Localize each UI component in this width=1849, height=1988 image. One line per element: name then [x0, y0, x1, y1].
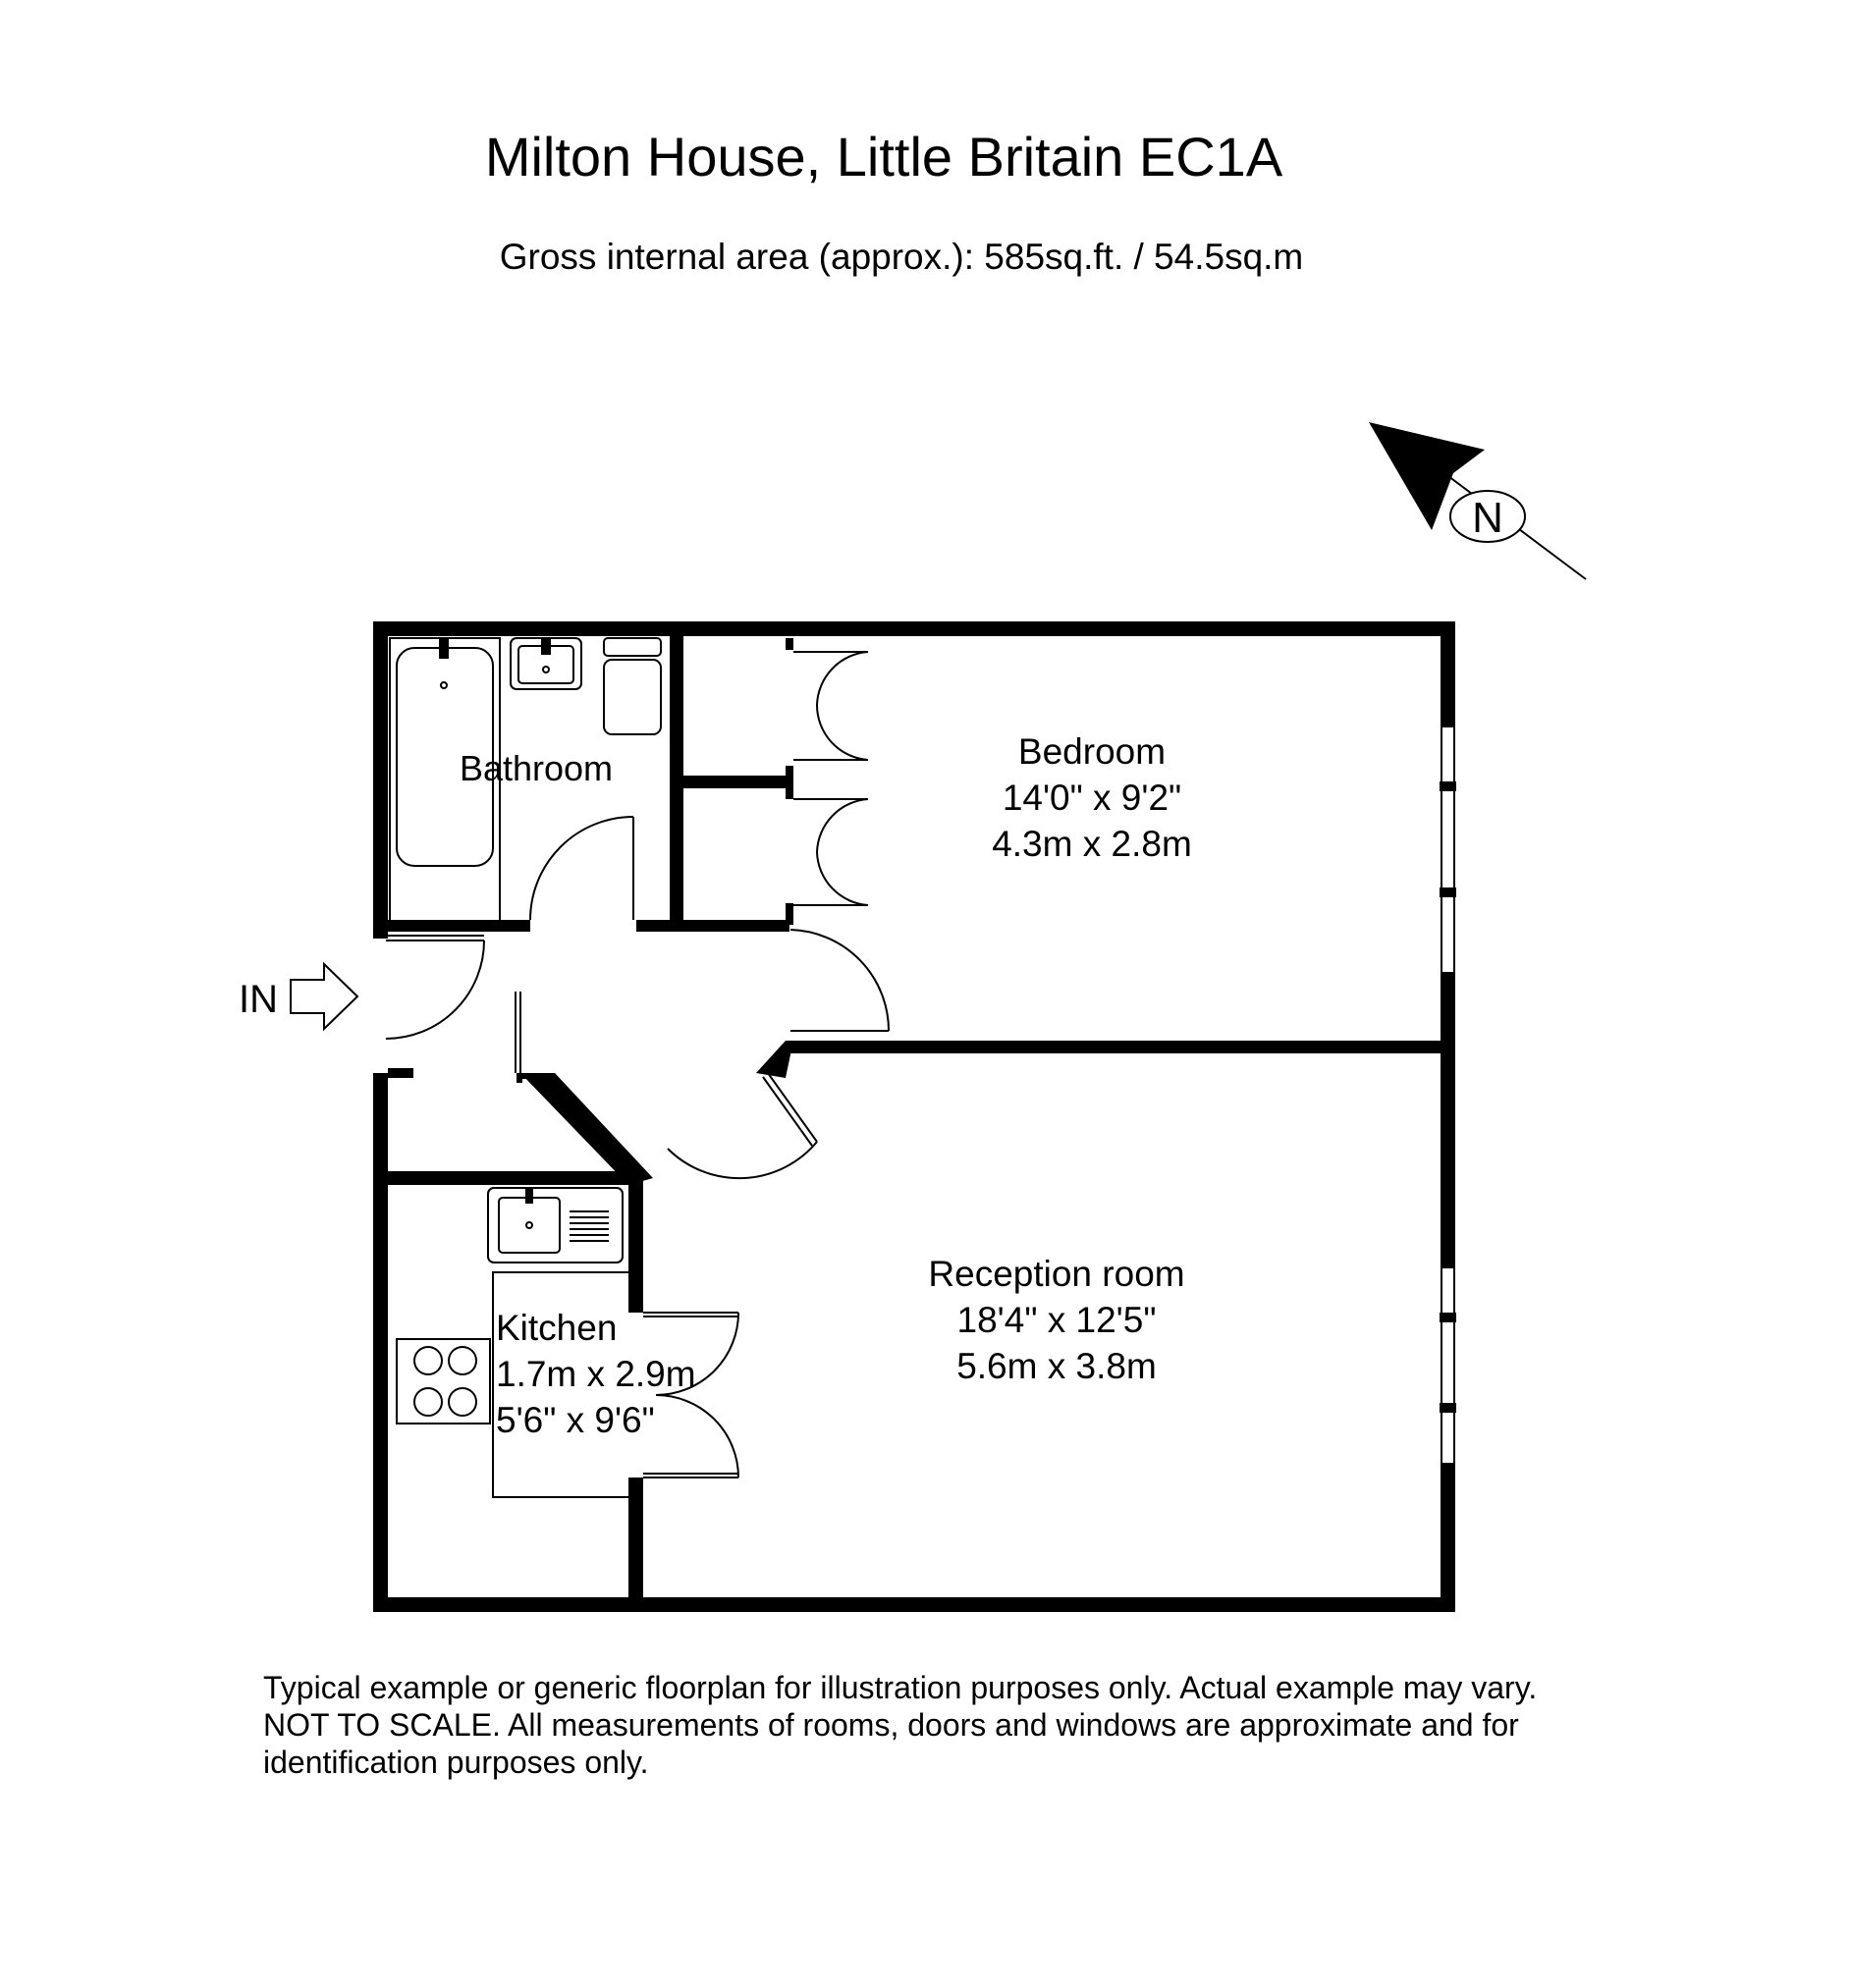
plan-title: Milton House, Little Britain EC1A	[484, 126, 1283, 188]
compass-label: N	[1472, 494, 1503, 542]
kitchen-name: Kitchen	[496, 1308, 618, 1348]
kitchen-door	[643, 1313, 738, 1478]
entrance-label: IN	[239, 978, 278, 1021]
wardrobe	[683, 638, 868, 925]
entrance-door	[386, 936, 484, 1078]
bedroom-door	[790, 930, 889, 1031]
disclaimer-line: NOT TO SCALE. All measurements of rooms, doors and windows are approximate and for	[263, 1707, 1519, 1743]
disclaimer-line: identification purposes only.	[263, 1745, 649, 1780]
bathroom-name: Bathroom	[459, 748, 614, 788]
bathroom-door	[530, 817, 633, 920]
north-arrow-icon	[1369, 422, 1586, 579]
bedroom-dim-imperial: 14'0" x 9'2"	[1002, 778, 1182, 818]
kitchen-dim-metric: 1.7m x 2.9m	[496, 1354, 696, 1394]
reception-dim-imperial: 18'4" x 12'5"	[956, 1300, 1157, 1340]
entrance-arrow-icon	[291, 964, 357, 1029]
reception-window	[1441, 1268, 1455, 1463]
bedroom-dim-metric: 4.3m x 2.8m	[992, 824, 1192, 864]
reception-door	[668, 1073, 817, 1178]
disclaimer-line: Typical example or generic floorplan for illustration purposes only. Actual example may vary.	[263, 1670, 1538, 1705]
hall-cupboard-door	[516, 992, 520, 1073]
hob-icon	[397, 1339, 490, 1424]
disclaimer	[263, 1669, 1736, 1781]
reception-dim-metric: 5.6m x 3.8m	[956, 1346, 1157, 1386]
toilet-icon	[604, 638, 661, 734]
bedroom-window	[1441, 727, 1455, 972]
reception-name: Reception room	[928, 1254, 1185, 1294]
bedroom-name: Bedroom	[1017, 731, 1167, 772]
kitchen-sink-icon	[488, 1188, 623, 1263]
gross-internal-area: Gross internal area (approx.): 585sq.ft. / 54.5sq.m	[499, 237, 1304, 277]
basin-icon	[511, 638, 581, 689]
kitchen-dim-imperial: 5'6" x 9'6"	[496, 1400, 655, 1440]
